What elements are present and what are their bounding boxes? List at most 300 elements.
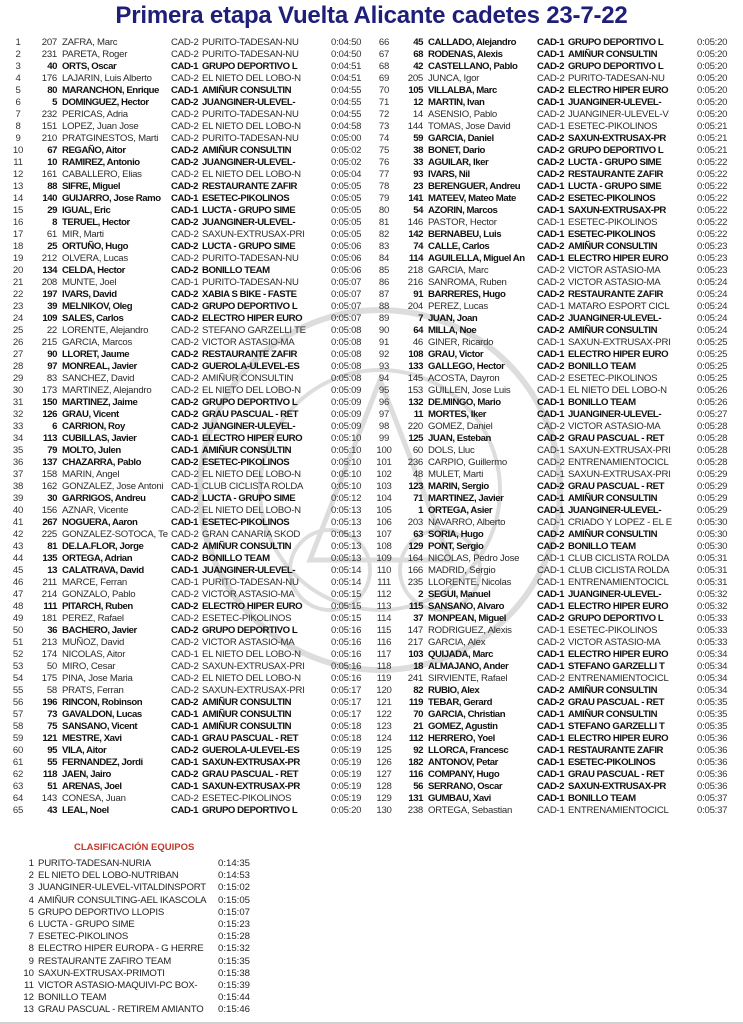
result-time: 0:05:24 [697,301,728,312]
result-category: CAD-2 [171,589,199,600]
result-position: 82 [378,229,390,240]
result-category: CAD-1 [537,589,565,600]
result-dorsal: 95 [47,745,57,756]
result-position: 16 [12,217,24,228]
result-position: 60 [12,745,24,756]
result-dorsal: 50 [46,661,57,672]
result-position: 61 [12,757,24,768]
result-team: GRUPO DEPORTIVO L [568,613,664,624]
team-position: 7 [28,931,34,943]
result-rider-name: ASENSIO, Pablo [428,109,498,120]
result-time: 0:05:05 [331,229,362,240]
result-category: CAD-2 [537,541,565,552]
team-position: 13 [23,1004,34,1016]
result-team: EL NIETO DEL LOBO-N [202,73,301,84]
result-category: CAD-2 [171,505,199,516]
result-dorsal: 36 [47,625,57,636]
result-team: ESETEC-PIKOLINOS [202,517,290,528]
result-position: 93 [378,361,390,372]
result-position: 106 [376,517,392,528]
result-team: GRUPO DEPORTIVO L [568,37,664,48]
result-team: AMIÑUR CONSULTIN [568,325,658,336]
result-team: SAXUN-EXTRUSAX-PRI [202,229,305,240]
result-category: CAD-2 [537,613,565,624]
result-position: 129 [376,793,392,804]
result-category: CAD-2 [537,85,565,96]
result-category: CAD-2 [537,61,565,72]
result-team: SAXUN-EXTRUSAX-PR [568,205,666,216]
result-team: CLUB CICLISTA ROLDA [568,565,670,576]
result-rider-name: GUIJARRO, Jose Ramo [62,193,161,204]
team-time: 0:15:07 [218,906,251,918]
result-category: CAD-2 [171,217,199,228]
result-category: CAD-2 [171,325,199,336]
result-time: 0:05:02 [331,145,362,156]
result-team: LUCTA - GRUPO SIME [568,157,662,168]
result-team: GRAN CANARIA SKOD [202,529,301,540]
result-time: 0:05:10 [331,481,362,492]
result-category: CAD-2 [171,169,199,180]
result-dorsal: 118 [42,769,57,780]
result-rider-name: LLORENTE, Nicolas [428,577,512,588]
result-time: 0:05:24 [697,325,728,336]
result-category: CAD-1 [537,469,565,480]
result-category: CAD-1 [537,553,565,564]
result-category: CAD-2 [537,325,565,336]
result-team: VICTOR ASTASIO-MA [202,589,295,600]
result-rider-name: MONPEAN, Miguel [428,613,506,624]
result-time: 0:05:09 [331,385,362,396]
result-category: CAD-1 [171,517,199,528]
team-time: 0:15:44 [218,992,251,1004]
result-position: 7 [15,109,21,120]
result-category: CAD-2 [171,49,199,60]
result-time: 0:05:16 [331,661,362,672]
result-position: 29 [12,373,24,384]
result-time: 0:05:08 [331,337,362,348]
result-team: ELECTRO HIPER EURO [568,85,669,96]
team-position: 9 [28,955,34,967]
result-team: VICTOR ASTASIO-MA [568,265,661,276]
result-team: BONILLO TEAM [568,541,636,552]
result-dorsal: 123 [408,481,423,492]
result-dorsal: 93 [413,169,423,180]
result-team: STEFANO GARZELLI T [568,721,665,732]
result-rider-name: TERUEL, Hector [62,217,130,228]
result-category: CAD-1 [537,445,565,456]
result-category: CAD-2 [171,73,199,84]
team-name: VICTOR ASTASIO-MAQUIVI-PC BOX- [38,980,198,991]
result-dorsal: 109 [42,313,57,324]
result-rider-name: MESTRE, Xavi [62,733,122,744]
result-time: 0:05:28 [697,445,728,456]
result-dorsal: 61 [46,229,57,240]
result-time: 0:05:12 [331,493,362,504]
result-dorsal: 225 [41,529,57,540]
result-rider-name: AGUILELLA, Miguel An [428,253,525,264]
team-position: 12 [23,992,34,1004]
result-category: CAD-1 [537,649,565,660]
result-category: CAD-1 [171,757,199,768]
result-rider-name: MARTINEZ, Alejandro [62,385,152,396]
result-rider-name: SANCHEZ, David [62,373,135,384]
result-position: 124 [376,733,392,744]
result-dorsal: 181 [41,613,57,624]
result-team: BONILLO TEAM [202,265,270,276]
result-position: 111 [377,577,391,588]
result-team: ENTRENAMIENTOCICL [568,673,669,684]
result-position: 68 [378,61,390,72]
result-rider-name: GARCIA, Alex [428,637,486,648]
result-position: 123 [376,721,392,732]
result-time: 0:05:36 [697,733,728,744]
result-rider-name: CALLE, Carlos [428,241,490,252]
result-dorsal: 131 [408,793,423,804]
result-dorsal: 161 [41,169,57,180]
result-category: CAD-2 [537,289,565,300]
result-position: 92 [378,349,390,360]
team-time: 0:15:05 [218,894,251,906]
result-position: 116 [376,637,392,648]
result-category: CAD-1 [171,733,199,744]
result-dorsal: 173 [41,385,57,396]
result-category: CAD-2 [537,109,565,120]
result-category: CAD-1 [537,733,565,744]
result-team: PURITO-TADESAN-NU [202,133,299,144]
result-category: CAD-1 [537,337,565,348]
result-time: 0:05:20 [697,73,728,84]
result-rider-name: CARRION, Roy [62,421,125,432]
result-position: 57 [12,709,24,720]
result-time: 0:05:20 [697,37,728,48]
result-category: CAD-1 [537,205,565,216]
result-time: 0:05:10 [331,457,362,468]
result-rider-name: BERNABEU, Luis [428,229,502,240]
result-rider-name: MARANCHON, Enrique [62,85,159,96]
result-category: CAD-2 [537,361,565,372]
result-dorsal: 11 [413,409,423,420]
result-category: CAD-1 [171,649,199,660]
result-rider-name: CUBILLAS, Javier [62,433,137,444]
result-time: 0:05:10 [331,433,362,444]
result-time: 0:05:33 [697,625,728,636]
result-category: CAD-2 [537,157,565,168]
result-category: CAD-2 [537,265,565,276]
result-team: ELECTRO HIPER EURO [568,601,669,612]
result-time: 0:05:02 [331,157,362,168]
result-time: 0:04:55 [331,109,362,120]
result-rider-name: JUNCA, Igor [428,73,480,84]
result-position: 1 [15,37,21,48]
result-team: JUANGINER-ULEVEL- [568,313,662,324]
result-position: 98 [378,421,390,432]
result-team: EL NIETO DEL LOBO-N [202,673,301,684]
result-position: 85 [378,265,390,276]
result-time: 0:05:36 [697,769,728,780]
result-time: 0:05:24 [697,277,728,288]
result-rider-name: PERICAS, Adria [62,109,128,120]
result-time: 0:05:22 [697,205,728,216]
result-rider-name: ORTEGA, Adrian [62,553,133,564]
result-dorsal: 29 [47,205,57,216]
result-team: CLUB CICLISTA ROLDA [202,481,304,492]
result-dorsal: 176 [41,73,57,84]
result-rider-name: JUAN, Esteban [428,433,491,444]
result-rider-name: ANTONOV, Petar [428,757,498,768]
result-dorsal: 8 [52,217,57,228]
result-rider-name: GOMEZ, Daniel [428,421,493,432]
result-time: 0:05:05 [331,193,362,204]
result-team: GUEROLA-ULEVEL-ES [202,361,300,372]
result-category: CAD-1 [537,121,565,132]
result-team: VICTOR ASTASIO-MA [568,421,661,432]
result-time: 0:05:09 [331,397,362,408]
result-dorsal: 33 [413,157,423,168]
result-dorsal: 205 [407,73,423,84]
result-time: 0:05:25 [697,337,728,348]
result-team: GRUPO DEPORTIVO L [568,61,664,72]
result-team: RESTAURANTE ZAFIR [202,349,298,360]
result-rider-name: PARETA, Roger [62,49,128,60]
result-category: CAD-1 [537,601,565,612]
result-rider-name: DE.MINGO, Mario [428,397,501,408]
result-rider-name: ZAFRA, Marc [62,37,118,48]
result-dorsal: 39 [47,301,57,312]
result-time: 0:05:23 [697,265,728,276]
result-position: 43 [12,541,24,552]
result-rider-name: VILA, Aitor [62,745,107,756]
result-rider-name: MIR, Marti [62,229,104,240]
result-position: 122 [376,709,392,720]
result-dorsal: 112 [408,733,423,744]
result-position: 47 [12,589,24,600]
result-position: 110 [376,565,392,576]
result-time: 0:05:10 [331,445,362,456]
result-rider-name: SERRANO, Oscar [428,781,503,792]
result-position: 90 [378,325,390,336]
result-rider-name: PRATGINESTOS, Marti [62,133,159,144]
result-time: 0:05:28 [697,457,728,468]
result-dorsal: 38 [413,145,423,156]
result-time: 0:05:07 [331,313,362,324]
result-category: CAD-1 [537,301,565,312]
result-dorsal: 267 [42,517,57,528]
result-position: 37 [12,469,24,480]
result-dorsal: 13 [47,565,57,576]
result-team: AMIÑUR CONSULTIN [202,85,292,96]
result-position: 117 [376,649,392,660]
result-time: 0:05:23 [697,241,728,252]
team-position: 5 [28,906,34,918]
result-time: 0:05:13 [331,517,362,528]
result-time: 0:05:16 [331,673,362,684]
team-classification-title: CLASIFICACIÓN EQUIPOS [74,842,195,853]
result-dorsal: 132 [408,397,423,408]
result-position: 41 [12,517,24,528]
result-dorsal: 91 [413,289,423,300]
result-position: 39 [12,493,24,504]
result-position: 119 [376,673,392,684]
result-category: CAD-1 [171,481,199,492]
result-time: 0:05:10 [331,469,362,480]
result-time: 0:05:13 [331,505,362,516]
result-team: JUANGINER-ULEVEL- [202,565,296,576]
result-time: 0:05:18 [331,733,362,744]
result-category: CAD-2 [171,553,199,564]
result-category: CAD-2 [171,625,199,636]
result-rider-name: NICOLAS, Aitor [62,649,126,660]
result-position: 36 [12,457,24,468]
result-position: 48 [12,601,24,612]
result-dorsal: 51 [47,781,57,792]
result-rider-name: PONT, Sergio [428,541,484,552]
result-position: 95 [378,385,390,396]
result-category: CAD-1 [171,445,199,456]
result-rider-name: GONZALO, Pablo [62,589,136,600]
result-position: 79 [378,193,390,204]
result-team: EL NIETO DEL LOBO-N [568,385,667,396]
result-position: 77 [378,169,390,180]
result-team: RESTAURANTE ZAFIR [568,289,664,300]
result-time: 0:05:25 [697,361,728,372]
result-rider-name: RODRIGUEZ, Alexis [428,625,512,636]
result-team: JUANGINER-ULEVEL- [568,97,662,108]
result-position: 27 [12,349,24,360]
result-team: GRAU PASCUAL - RET [568,769,665,780]
result-rider-name: ARENAS, Joel [62,781,122,792]
result-rider-name: DE.LA.FLOR, Jorge [62,541,144,552]
result-time: 0:05:17 [331,685,362,696]
result-time: 0:05:19 [331,757,362,768]
result-dorsal: 12 [413,97,423,108]
result-dorsal: 97 [47,361,57,372]
result-position: 89 [378,313,390,324]
result-dorsal: 37 [413,613,423,624]
team-time: 0:15:32 [218,943,251,955]
team-position: 1 [28,858,34,869]
result-team: ELECTRO HIPER EURO [568,733,669,744]
result-time: 0:05:24 [697,313,728,324]
result-category: CAD-2 [537,481,565,492]
result-category: CAD-2 [171,361,199,372]
result-category: CAD-1 [537,37,565,48]
result-rider-name: RODENAS, Alexis [428,49,503,60]
result-time: 0:05:22 [697,229,728,240]
result-rider-name: GONZALEZ-SOTOCA, Te [62,529,168,540]
result-rider-name: NICOLAS, Pedro Jose [428,553,520,564]
result-position: 87 [378,289,390,300]
result-position: 53 [12,661,24,672]
result-category: CAD-1 [171,577,199,588]
result-dorsal: 164 [407,553,423,564]
result-rider-name: ORTUÑO, Hugo [62,241,129,252]
result-rider-name: MUÑOZ, David [62,637,125,648]
result-rider-name: GRAU, Victor [428,349,484,360]
result-time: 0:05:16 [331,637,362,648]
result-category: CAD-1 [171,277,199,288]
result-category: CAD-1 [537,721,565,732]
result-dorsal: 14 [412,109,423,120]
result-time: 0:05:29 [697,469,728,480]
result-position: 105 [376,505,392,516]
result-position: 45 [12,565,24,576]
result-rider-name: DOMINGUEZ, Hector [62,97,149,108]
result-position: 5 [15,85,21,96]
result-time: 0:05:17 [331,709,362,720]
result-rider-name: GINER, Ricardo [428,337,494,348]
result-time: 0:05:22 [697,181,728,192]
result-rider-name: PASTOR, Hector [428,217,497,228]
result-category: CAD-1 [171,205,199,216]
result-dorsal: 71 [413,493,423,504]
result-category: CAD-2 [171,637,199,648]
result-rider-name: ORTEGA, Asier [428,505,493,516]
result-time: 0:05:22 [697,157,728,168]
result-position: 121 [376,697,392,708]
result-team: AMIÑUR CONSULTIN [202,697,292,708]
result-position: 114 [376,613,392,624]
result-rider-name: GARRIGOS, Andreu [62,493,146,504]
result-category: CAD-1 [537,769,565,780]
team-name: SAXUN-EXTRUSAX-PRIMOTI [38,967,165,979]
result-position: 73 [378,121,390,132]
team-position: 4 [28,894,34,906]
result-dorsal: 113 [42,433,57,444]
result-category: CAD-2 [171,265,199,276]
result-position: 54 [12,673,24,684]
result-category: CAD-2 [171,397,199,408]
result-time: 0:05:21 [697,121,728,132]
result-category: CAD-1 [537,661,565,672]
result-category: CAD-1 [537,385,565,396]
result-dorsal: 63 [413,529,423,540]
result-category: CAD-2 [537,193,565,204]
result-rider-name: GOMEZ, Agustin [428,721,498,732]
result-time: 0:05:15 [331,589,362,600]
result-rider-name: GUILLEN, Jose Luis [428,385,511,396]
result-dorsal: 21 [413,721,423,732]
result-dorsal: 211 [42,577,57,588]
result-position: 64 [12,793,24,804]
result-team: SAXUN-EXTRUSAX-PR [202,757,300,768]
result-rider-name: JAEN, Jairo [62,769,111,780]
result-dorsal: 126 [42,409,57,420]
result-team: GRAU PASCUAL - RET [568,697,665,708]
result-time: 0:05:16 [331,625,362,636]
result-team: ESETEC-PIKOLINOS [568,217,658,228]
result-time: 0:05:34 [697,673,728,684]
result-category: CAD-2 [171,157,199,168]
result-time: 0:05:22 [697,169,728,180]
result-time: 0:05:20 [697,49,728,60]
result-dorsal: 55 [47,757,57,768]
result-category: CAD-2 [171,253,199,264]
result-team: ENTRENAMIENTOCICL [568,577,669,588]
result-dorsal: 217 [407,637,423,648]
result-dorsal: 166 [407,565,423,576]
result-rider-name: MILLA, Noe [428,325,477,336]
team-time: 0:15:28 [218,931,251,943]
result-team: AMIÑUR CONSULTIN [202,373,294,384]
result-time: 0:05:36 [697,781,728,792]
result-time: 0:05:14 [331,577,362,588]
result-position: 25 [12,325,24,336]
result-category: CAD-2 [537,241,565,252]
result-category: CAD-2 [537,457,565,468]
result-dorsal: 135 [42,553,57,564]
result-time: 0:05:13 [331,553,362,564]
result-rider-name: GARCIA, Daniel [428,133,494,144]
